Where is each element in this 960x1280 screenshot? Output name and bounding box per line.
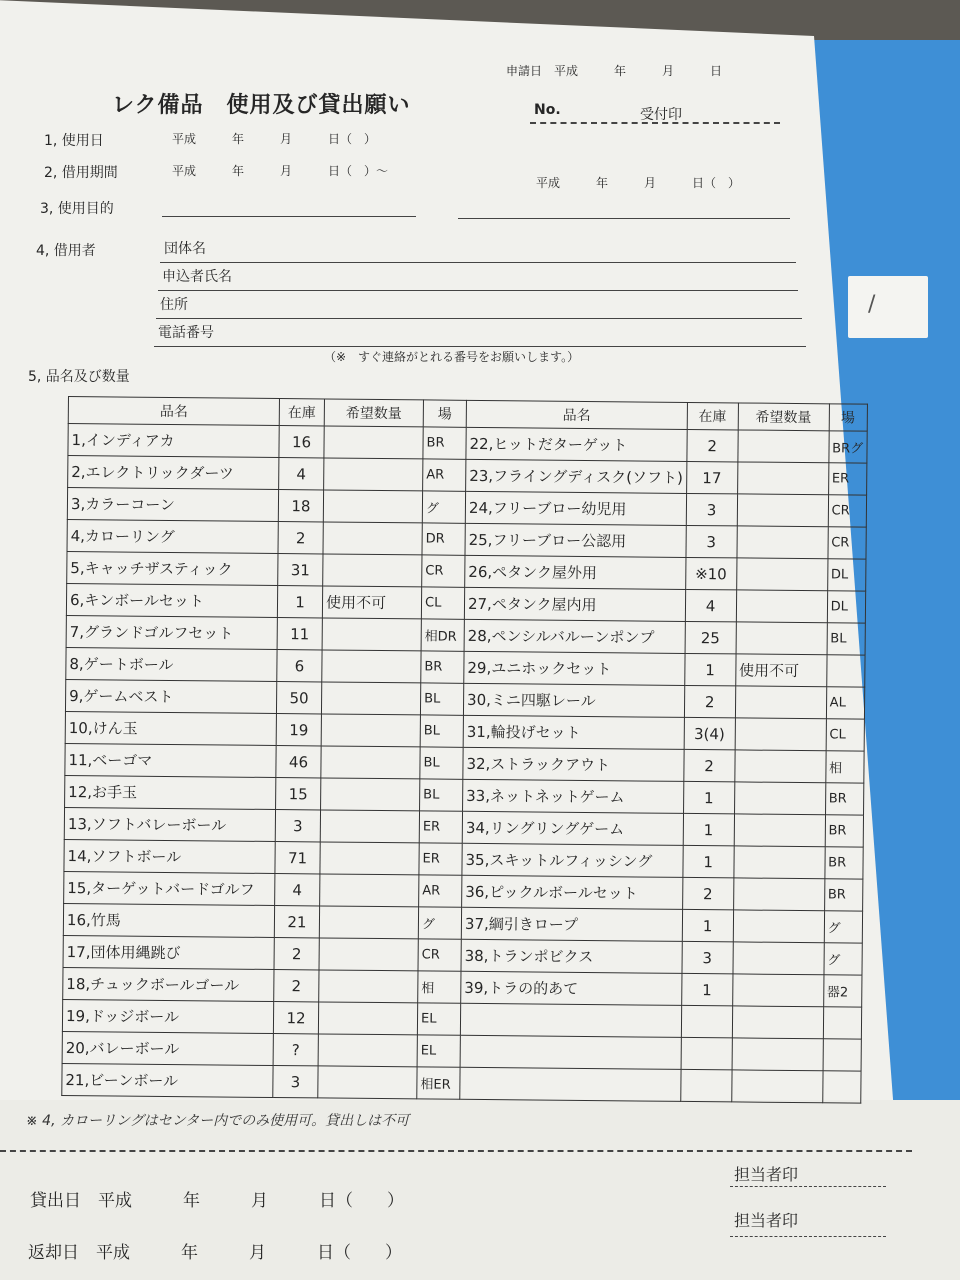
item-place: DL [827, 559, 865, 591]
item-name: 18,チュックボールゴール [63, 967, 274, 1001]
item-place: EL [417, 1035, 460, 1067]
item-stock: 1 [682, 909, 733, 941]
item-name: 22,ヒットだターゲット [466, 427, 687, 461]
items-table [61, 396, 867, 1104]
item-quantity-field[interactable] [324, 458, 423, 491]
item-quantity-field[interactable] [320, 842, 419, 875]
item-stock: 4 [279, 458, 324, 490]
header-want-right: 希望数量 [738, 403, 829, 431]
item-name: 26,ペタンク屋外用 [465, 555, 686, 589]
item-name: 36,ピックルボールセット [462, 875, 683, 909]
number-dashed-line [530, 122, 780, 124]
item-place: 相 [418, 971, 461, 1003]
item-quantity-field[interactable] [737, 494, 828, 527]
item-place: BR [825, 815, 863, 847]
header-want-left: 希望数量 [324, 399, 423, 427]
item-quantity-field[interactable] [732, 974, 823, 1007]
item-name: 30,ミニ四駆レール [463, 683, 684, 717]
item-place: AR [423, 459, 466, 491]
group-name-label: 団体名 [164, 241, 206, 257]
header-place-right: 場 [829, 404, 867, 431]
item-name: 23,フライングディスク(ソフト) [466, 459, 687, 493]
item-quantity-field[interactable] [320, 810, 419, 843]
item-place: 相 [825, 751, 863, 783]
item-quantity-field[interactable]: 使用不可 [322, 586, 421, 619]
period-label: 2, 借用期間 [44, 165, 118, 181]
item-name: 2,エレクトリックダーツ [68, 456, 279, 490]
item-place: CR [828, 527, 866, 559]
item-place: BL [827, 623, 865, 655]
item-name: 32,ストラックアウト [463, 747, 684, 781]
items-label: 5, 品名及び数量 [28, 369, 130, 385]
item-quantity-field[interactable]: 使用不可 [735, 654, 826, 687]
item-place: BL [420, 683, 463, 715]
item-quantity-field[interactable] [319, 970, 418, 1003]
item-name: 9,ゲームベスト [65, 679, 276, 713]
header-place-left: 場 [423, 400, 466, 427]
item-place [822, 1071, 860, 1103]
item-place: グ [418, 907, 461, 939]
staff-stamp-2: 担当者印 [734, 1211, 799, 1230]
item-place: DR [422, 523, 465, 555]
period-end[interactable]: 平成 年 月 日（ ） [536, 176, 741, 190]
item-stock: 1 [277, 586, 322, 618]
item-place: CL [421, 587, 464, 619]
item-place: BL [420, 747, 463, 779]
item-name: 20,バレーボール [62, 1031, 273, 1065]
item-quantity-field[interactable] [321, 778, 420, 811]
item-place: CL [826, 719, 864, 751]
item-quantity-field[interactable] [318, 1002, 417, 1035]
item-name: 37,綱引きロープ [461, 907, 682, 941]
item-stock: 3 [682, 941, 733, 973]
folder-label [848, 276, 928, 338]
item-stock: ? [273, 1034, 318, 1066]
item-name: 24,フリーブロー幼児用 [465, 491, 686, 525]
item-place: BL [420, 715, 463, 747]
item-name: 33,ネットネットゲーム [463, 779, 684, 813]
item-quantity-field[interactable] [321, 714, 420, 747]
item-name: 28,ペンシルバルーンポンプ [464, 619, 685, 653]
item-stock: 2 [682, 877, 733, 909]
item-quantity-field[interactable] [737, 526, 828, 559]
item-quantity-field[interactable] [734, 814, 825, 847]
item-name: 4,カローリング [67, 519, 278, 553]
item-quantity-field[interactable] [322, 618, 421, 651]
item-place: グ [422, 491, 465, 523]
item-stock: 71 [275, 842, 320, 874]
applicant-name-line[interactable] [158, 290, 798, 291]
item-stock: 2 [683, 749, 734, 781]
item-stock: 3 [273, 1065, 318, 1097]
item-quantity-field[interactable] [736, 558, 827, 591]
item-quantity-field[interactable] [736, 590, 827, 623]
item-quantity-field[interactable] [735, 718, 826, 751]
item-name: 8,ゲートボール [66, 647, 277, 681]
item-name: 25,フリーブロー公認用 [465, 523, 686, 557]
item-place [823, 1007, 861, 1039]
item-place: BL [420, 779, 463, 811]
staff-stamp-1-line[interactable] [730, 1186, 886, 1187]
item-name [460, 1035, 681, 1069]
item-quantity-field[interactable] [733, 942, 824, 975]
item-name: 29,ユニホックセット [464, 651, 685, 685]
item-name: 31,輪投げセット [463, 715, 684, 749]
item-place: BR [423, 427, 466, 459]
item-place: ER [419, 811, 462, 843]
item-name: 14,ソフトボール [64, 839, 275, 873]
item-quantity-field[interactable] [321, 682, 420, 715]
item-place: BR [824, 879, 862, 911]
item-stock [681, 1005, 732, 1037]
item-place: ER [828, 463, 866, 495]
item-place: BR [825, 847, 863, 879]
item-place [823, 1039, 861, 1071]
form-title: レク備品 使用及び貸出願い [112, 93, 411, 118]
item-quantity-field[interactable] [323, 522, 422, 555]
address-line[interactable] [156, 318, 802, 319]
item-stock: 4 [685, 589, 736, 621]
item-name: 6,キンボールセット [66, 583, 277, 617]
item-quantity-field[interactable] [733, 910, 824, 943]
item-stock: 1 [683, 813, 734, 845]
item-name: 13,ソフトバレーボール [64, 807, 275, 841]
item-name: 34,リングリングゲーム [462, 811, 683, 845]
item-stock: 2 [274, 970, 319, 1002]
item-quantity-field[interactable] [323, 490, 422, 523]
item-name [460, 1067, 681, 1101]
item-stock: 11 [277, 618, 322, 650]
item-name: 11,ベーゴマ [65, 743, 276, 777]
purpose-line-1[interactable] [162, 216, 416, 217]
handwritten-note: ※ 4, カローリングはセンター内でのみ使用可。貸出しは不可 [26, 1113, 410, 1129]
item-place: 相DR [421, 619, 464, 651]
item-place: グ [824, 911, 862, 943]
period-start[interactable]: 平成 年 月 日（ ）〜 [172, 164, 389, 178]
item-stock [681, 1037, 732, 1069]
use-date-value[interactable]: 平成 年 月 日（ ） [172, 132, 377, 146]
item-stock: 1 [681, 973, 732, 1005]
receipt-stamp-label: 受付印 [640, 107, 682, 123]
phone-line[interactable] [154, 346, 806, 347]
item-stock: 21 [274, 906, 319, 938]
item-stock: 2 [274, 938, 319, 970]
item-stock: 1 [684, 653, 735, 685]
use-date-label: 1, 使用日 [44, 133, 104, 149]
item-stock: 3 [275, 810, 320, 842]
header-stock-right: 在庫 [687, 402, 738, 429]
folder-label-mark: / [868, 292, 876, 317]
item-name: 5,キャッチザスティック [67, 551, 278, 585]
header-name-right: 品名 [466, 400, 687, 429]
item-place: ER [419, 843, 462, 875]
item-place: 相ER [417, 1067, 460, 1099]
item-place: EL [417, 1003, 460, 1035]
item-stock: 16 [279, 426, 324, 458]
item-quantity-field[interactable] [732, 1038, 823, 1071]
item-place: DL [827, 591, 865, 623]
item-name: 17,団体用縄跳び [63, 935, 274, 969]
item-name: 19,ドッジボール [62, 999, 273, 1033]
address-label: 住所 [160, 297, 188, 313]
phone-note: （※ すぐ連絡がとれる番号をお願いします。） [324, 350, 580, 364]
item-quantity-field[interactable] [734, 750, 825, 783]
staff-stamp-2-line[interactable] [730, 1236, 886, 1237]
item-place: CR [828, 495, 866, 527]
item-stock: 50 [276, 682, 321, 714]
item-quantity-field[interactable] [738, 430, 829, 463]
item-name [460, 1003, 681, 1037]
item-quantity-field[interactable] [734, 782, 825, 815]
item-stock: 2 [684, 685, 735, 717]
lend-date[interactable]: 貸出日 平成 年 月 日（ ） [30, 1191, 404, 1211]
purpose-line-2[interactable] [458, 218, 790, 219]
item-stock: 1 [683, 781, 734, 813]
item-name: 39,トラの的あて [461, 971, 682, 1005]
group-name-line[interactable] [160, 262, 796, 263]
header-stock-left: 在庫 [279, 399, 324, 426]
item-quantity-field[interactable] [319, 906, 418, 939]
item-stock: 31 [278, 554, 323, 586]
staff-stamp-1: 担当者印 [734, 1165, 799, 1184]
apply-date: 申請日 平成 年 月 日 [506, 64, 723, 78]
item-stock: 3 [686, 525, 737, 557]
item-place: BRグ [829, 431, 867, 463]
item-stock: 6 [277, 650, 322, 682]
item-name: 7,グランドゴルフセット [66, 615, 277, 649]
phone-label: 電話番号 [158, 325, 214, 341]
applicant-name-label: 申込者氏名 [162, 269, 232, 285]
item-place: BR [421, 651, 464, 683]
item-stock: 19 [276, 714, 321, 746]
item-stock: 17 [686, 461, 737, 493]
item-quantity-field[interactable] [318, 1034, 417, 1067]
item-quantity-field[interactable] [733, 878, 824, 911]
item-quantity-field[interactable] [319, 938, 418, 971]
item-name: 35,スキットルフィッシング [462, 843, 683, 877]
item-place: CR [422, 555, 465, 587]
item-stock: ※10 [685, 557, 736, 589]
item-stock: 12 [273, 1002, 318, 1034]
item-stock: 3 [686, 493, 737, 525]
item-stock: 2 [687, 429, 738, 461]
item-name: 1,インディアカ [68, 424, 279, 458]
item-stock: 46 [276, 746, 321, 778]
item-quantity-field[interactable] [321, 746, 420, 779]
item-stock: 18 [278, 490, 323, 522]
item-name: 21,ビーンボール [62, 1063, 273, 1097]
item-name: 10,けん玉 [65, 711, 276, 745]
cut-line [0, 1150, 912, 1152]
item-place: 器2 [823, 975, 861, 1007]
item-stock: 2 [278, 522, 323, 554]
item-quantity-field[interactable] [322, 650, 421, 683]
item-quantity-field[interactable] [734, 846, 825, 879]
item-stock [680, 1069, 731, 1101]
item-name: 3,カラーコーン [67, 488, 278, 522]
item-quantity-field[interactable] [324, 426, 423, 459]
item-quantity-field[interactable] [736, 622, 827, 655]
borrower-label: 4, 借用者 [36, 243, 96, 259]
item-place: グ [824, 943, 862, 975]
item-place: AR [419, 875, 462, 907]
item-name: 15,ターゲットバードゴルフ [64, 871, 275, 905]
item-place: BR [825, 783, 863, 815]
item-stock: 4 [275, 874, 320, 906]
item-name: 27,ペタンク屋内用 [464, 587, 685, 621]
item-quantity-field[interactable] [735, 686, 826, 719]
item-stock: 1 [683, 845, 734, 877]
item-quantity-field[interactable] [323, 554, 422, 587]
item-quantity-field[interactable] [320, 874, 419, 907]
return-date[interactable]: 返却日 平成 年 月 日（ ） [28, 1243, 402, 1263]
item-stock: 15 [276, 778, 321, 810]
item-quantity-field[interactable] [318, 1066, 417, 1099]
item-name: 12,お手玉 [65, 775, 276, 809]
item-quantity-field[interactable] [731, 1070, 822, 1103]
item-name: 16,竹馬 [63, 903, 274, 937]
item-place: AL [826, 687, 864, 719]
purpose-label: 3, 使用目的 [40, 201, 114, 217]
item-quantity-field[interactable] [732, 1006, 823, 1039]
item-place [826, 655, 864, 687]
item-stock: 3(4) [684, 717, 735, 749]
item-stock: 25 [685, 621, 736, 653]
item-place: CR [418, 939, 461, 971]
header-name-left: 品名 [68, 397, 279, 426]
item-quantity-field[interactable] [737, 462, 828, 495]
item-name: 38,トランポビクス [461, 939, 682, 973]
number-label: No. [534, 102, 561, 118]
